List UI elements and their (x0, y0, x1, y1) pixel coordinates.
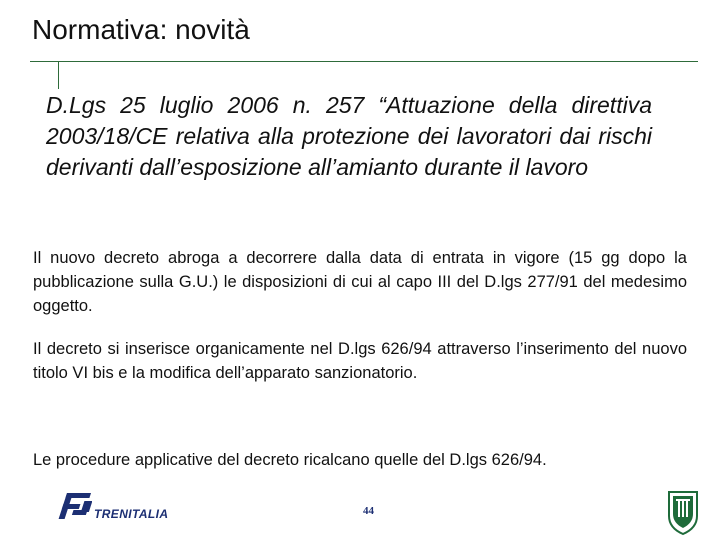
paragraph-3: Le procedure applicative del decreto ricalcano quelle del D.lgs 626/94. (33, 451, 547, 469)
crest-icon (666, 490, 700, 536)
slide-subtitle: D.Lgs 25 luglio 2006 n. 257 “Attuazione della direttiva 2003/18/CE relativa alla protezione dei lavoratori dai rischi derivanti dall’esposizione all’amianto durante il lavoro (46, 92, 652, 180)
paragraph-2: Il decreto si inserisce organicamente nel D.lgs 626/94 attraverso l’inserimento del nuovo titolo VI bis e la modifica dell’apparato sanzionatorio. (33, 340, 687, 382)
fs-logo-icon (58, 490, 92, 524)
page-number: 44 (363, 505, 374, 517)
title-underline (30, 61, 698, 62)
logo-text: TRENITALIA (94, 507, 169, 521)
title-tick (58, 61, 59, 89)
slide-title: Normativa: novità (32, 14, 250, 45)
trenitalia-logo (58, 490, 182, 526)
paragraph-1: Il nuovo decreto abroga a decorrere dalla data di entrata in vigore (15 gg dopo la pubblicazione sulla G.U.) le disposizioni di cui al capo III del D.lgs 277/91 del medesimo oggetto. (33, 249, 687, 315)
